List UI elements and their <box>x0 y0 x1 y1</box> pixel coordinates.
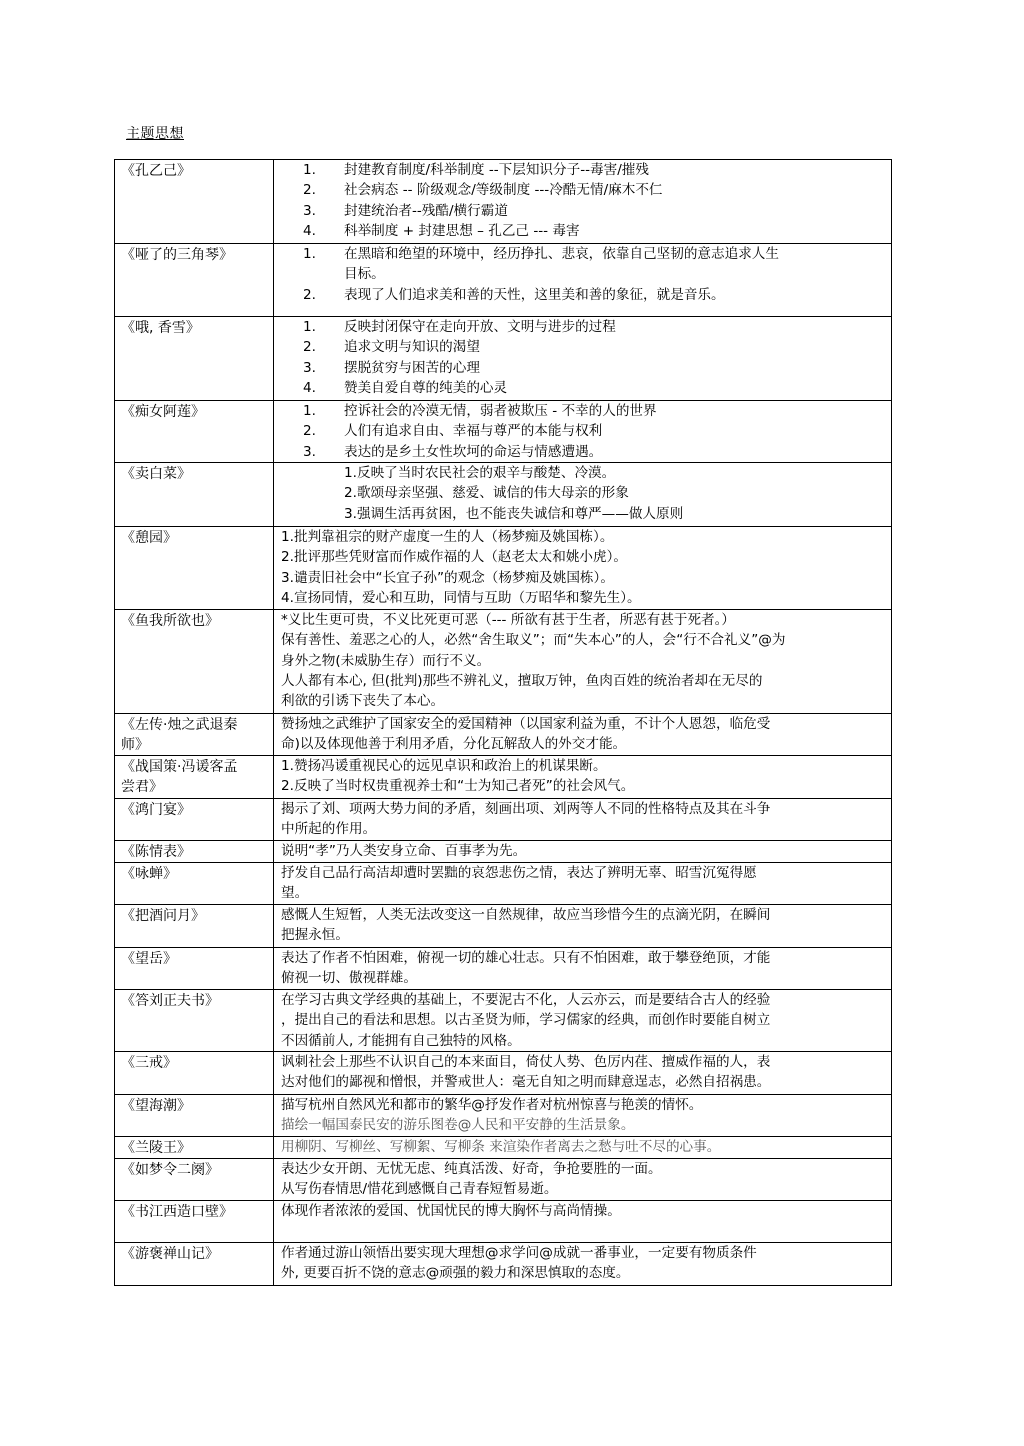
list-item: 2. 表现了人们追求美和善的天性，这里美和善的象征，就是音乐。 <box>303 286 725 303</box>
theme-content <box>274 948 892 990</box>
text-line: 从写伤春情思/惜花到感慨自己青春短暂易逝。 <box>281 1181 558 1198</box>
table-row <box>115 527 892 610</box>
table-row <box>115 317 892 401</box>
text-line: 描写杭州自然风光和都市的繁华@抒发作者对杭州惊喜与艳羡的情怀。 <box>281 1097 703 1113</box>
list-item: 2. 人们有追求自由、幸福与尊严的本能与权利 <box>303 423 603 440</box>
work-title: 《望海潮》 <box>115 1095 274 1137</box>
theme-content <box>274 863 892 905</box>
text-line: 讽刺社会上那些不认识自己的本来面目，倚仗人势、色厉内荏、擅威作福的人，表 <box>281 1054 771 1070</box>
text-line: 达对他们的鄙视和憎恨，并警戒世人：毫无自知之明而肆意逞志，必然自招祸患。 <box>281 1074 771 1091</box>
list-item: 3.谴责旧社会中“长宜子孙”的观念（杨梦痴及姚国栋）。 <box>281 569 614 586</box>
work-title: 《答刘正夫书》 <box>115 990 274 1052</box>
theme-table <box>114 159 892 1286</box>
theme-content <box>274 714 892 756</box>
work-title: 《左传·烛之武退秦 师》 <box>115 714 274 756</box>
theme-content <box>274 527 892 610</box>
page-title: 主题思想 <box>126 126 184 142</box>
theme-content <box>274 1159 892 1201</box>
text-line: 俯视一切、傲视群雄。 <box>281 970 417 987</box>
list-item: 2.反映了当时权贵重视养士和“士为知己者死”的社会风气。 <box>281 778 635 795</box>
table-row <box>115 244 892 317</box>
theme-content <box>274 1137 892 1159</box>
text-line: 作者通过游山领悟出要实现大理想@求学问@成就一番事业，一定要有物质条件 <box>281 1245 757 1261</box>
list-item: 1. 在黑暗和绝望的环境中，经历挣扎、悲哀，依靠自己坚韧的意志追求人生 <box>303 246 779 262</box>
work-title: 《如梦令二阕》 <box>115 1159 274 1201</box>
list-item: 2.歌颂母亲坚强、慈爱、诚信的伟大母亲的形象 <box>344 485 629 502</box>
list-item: 1. 控诉社会的冷漠无情，弱者被欺压 - 不幸的人的世界 <box>303 403 657 419</box>
table-row <box>115 1243 892 1286</box>
list-item: 1. 反映封闭保守在走向开放、文明与进步的过程 <box>303 319 616 335</box>
list-item: 3. 表达的是乡土女性坎坷的命运与情感遭遇。 <box>303 443 603 460</box>
table-row <box>115 863 892 905</box>
text-line: 感慨人生短暂，人类无法改变这一自然规律，故应当珍惜今生的点滴光阴，在瞬间 <box>281 907 771 923</box>
text-line: 保有善性、羞恶之心的人，必然“舍生取义”；而“失本心”的人，会“行不合礼义”@为 <box>281 632 786 649</box>
text-line: 命)以及体现他善于利用矛盾，分化瓦解敌人的外交才能。 <box>281 736 627 753</box>
text-line: ，提出自己的看法和思想。以古圣贤为师，学习儒家的经典，而创作时要能自树立 <box>281 1012 771 1029</box>
theme-content <box>274 317 892 401</box>
text-line: 揭示了刘、项两大势力间的矛盾，刻画出项、刘两等人不同的性格特点及其在斗争 <box>281 801 771 817</box>
theme-content <box>274 1052 892 1095</box>
theme-content <box>274 905 892 948</box>
work-title: 《哦, 香雪》 <box>115 317 274 401</box>
list-item: 3. 摆脱贫穷与困苦的心理 <box>303 359 480 376</box>
table-row <box>115 401 892 463</box>
theme-content <box>274 160 892 244</box>
text-line: *义比生更可贵，不义比死更可恶（--- 所欲有甚于生者，所恶有甚于死者。） <box>281 612 736 628</box>
text-line: 利欲的引诱下丧失了本心。 <box>281 693 445 710</box>
work-title: 《咏蝉》 <box>115 863 274 905</box>
text-line: 在学习古典文学经典的基础上，不要泥古不化，人云亦云，而是要结合古人的经验 <box>281 992 771 1008</box>
list-item: 4.宣扬同情，爱心和互助，同情与互助（万昭华和黎先生）。 <box>281 589 641 606</box>
work-title: 《卖白菜》 <box>115 463 274 527</box>
theme-content <box>274 463 892 527</box>
list-item: 1.反映了当时农民社会的艰辛与酸楚、冷漠。 <box>344 465 616 481</box>
table-row <box>115 1137 892 1159</box>
work-title: 《战国策·冯谖客孟 尝君》 <box>115 756 274 799</box>
theme-content <box>274 1201 892 1243</box>
text-line: 表达少女开朗、无忧无虑、纯真活泼、好奇，争抢要胜的一面。 <box>281 1161 662 1177</box>
text-line: 把握永恒。 <box>281 927 349 944</box>
table-row <box>115 905 892 948</box>
theme-content <box>274 244 892 317</box>
theme-content <box>274 841 892 863</box>
theme-content <box>274 990 892 1052</box>
work-title: 《鱼我所欲也》 <box>115 610 274 714</box>
text-line: 外, 更要百折不饶的意志@顽强的毅力和深思慎取的态度。 <box>281 1265 630 1282</box>
theme-content <box>274 756 892 799</box>
text-line: 望。 <box>281 885 309 902</box>
text-line: 人人都有本心, 但(批判)那些不辨礼义，擅取万钟，鱼肉百姓的统治者却在无尽的 <box>281 672 763 689</box>
table-row <box>115 799 892 841</box>
table-row <box>115 756 892 799</box>
text-line: 抒发自己品行高洁却遭时罢黜的哀怨悲伤之情，表达了辨明无辜、昭雪沉冤得愿 <box>281 865 757 881</box>
text-line: 身外之物(未威胁生存）而行不义。 <box>281 652 491 669</box>
list-item: 2.批评那些凭财富而作威作福的人（赵老太太和姚小虎）。 <box>281 549 628 566</box>
text-line: 体现作者浓浓的爱国、忧国忧民的博大胸怀与高尚情操。 <box>281 1203 621 1219</box>
work-title: 《痴女阿莲》 <box>115 401 274 463</box>
theme-content <box>274 1095 892 1137</box>
theme-content <box>274 799 892 841</box>
list-item: 1.批判靠祖宗的财产虚度一生的人（杨梦痴及姚国栋）。 <box>281 529 614 545</box>
work-title: 《鸿门宴》 <box>115 799 274 841</box>
list-item: 2. 追求文明与知识的渴望 <box>303 339 480 356</box>
work-title: 《哑了的三角琴》 <box>115 244 274 317</box>
work-title: 《陈情表》 <box>115 841 274 863</box>
table-row <box>115 463 892 527</box>
table-row <box>115 1052 892 1095</box>
table-row <box>115 1095 892 1137</box>
table-row <box>115 1159 892 1201</box>
text-line: 用柳阴、写柳丝、写柳絮、写柳条 来渲染作者离去之愁与吐不尽的心事。 <box>281 1139 721 1155</box>
list-item: 1.赞扬冯谖重视民心的远见卓识和政治上的机谋果断。 <box>281 758 607 774</box>
theme-content <box>274 1243 892 1286</box>
table-row <box>115 160 892 244</box>
list-item: 2. 社会病态 -- 阶级观念/等级制度 ---冷酷无情/麻木不仁 <box>303 182 663 199</box>
work-title: 《书江西造口壁》 <box>115 1201 274 1243</box>
text-line: 不因循前人, 才能拥有自己独特的风格。 <box>281 1032 521 1049</box>
list-item: 4. 赞美自爱自尊的纯美的心灵 <box>303 379 508 396</box>
list-item: 3. 封建统治者--残酷/横行霸道 <box>303 202 508 219</box>
work-title: 《三戒》 <box>115 1052 274 1095</box>
table-row <box>115 1201 892 1243</box>
text-line: 描绘一幅国泰民安的游乐图卷@人民和平安静的生活景象。 <box>281 1117 635 1134</box>
list-item: 4. 科举制度 + 封建思想 – 孔乙己 --- 毒害 <box>303 222 580 239</box>
text-line: 赞扬烛之武维护了国家安全的爱国精神（以国家利益为重，不计个人恩怨，临危受 <box>281 716 771 732</box>
work-title: 《游褒禅山记》 <box>115 1243 274 1286</box>
table-row <box>115 948 892 990</box>
table-row <box>115 990 892 1052</box>
text-line: 中所起的作用。 <box>281 821 377 838</box>
table-row <box>115 714 892 756</box>
work-title: 《望岳》 <box>115 948 274 990</box>
text-line: 说明“孝”乃人类安身立命、百事孝为先。 <box>281 843 527 859</box>
work-title: 《憩园》 <box>115 527 274 610</box>
text-line: 表达了作者不怕困难，俯视一切的雄心壮志。只有不怕困难，敢于攀登绝顶，才能 <box>281 950 771 966</box>
table-row <box>115 841 892 863</box>
theme-content <box>274 401 892 463</box>
table-row <box>115 610 892 714</box>
list-item-continuation: 目标。 <box>344 266 385 283</box>
list-item: 3.强调生活再贫困，也不能丧失诚信和尊严——做人原则 <box>344 505 684 522</box>
work-title: 《孔乙己》 <box>115 160 274 244</box>
list-item: 1. 封建教育制度/科举制度 --下层知识分子--毒害/摧残 <box>303 162 649 178</box>
work-title: 《把酒问月》 <box>115 905 274 948</box>
theme-content <box>274 610 892 714</box>
work-title: 《兰陵王》 <box>115 1137 274 1159</box>
